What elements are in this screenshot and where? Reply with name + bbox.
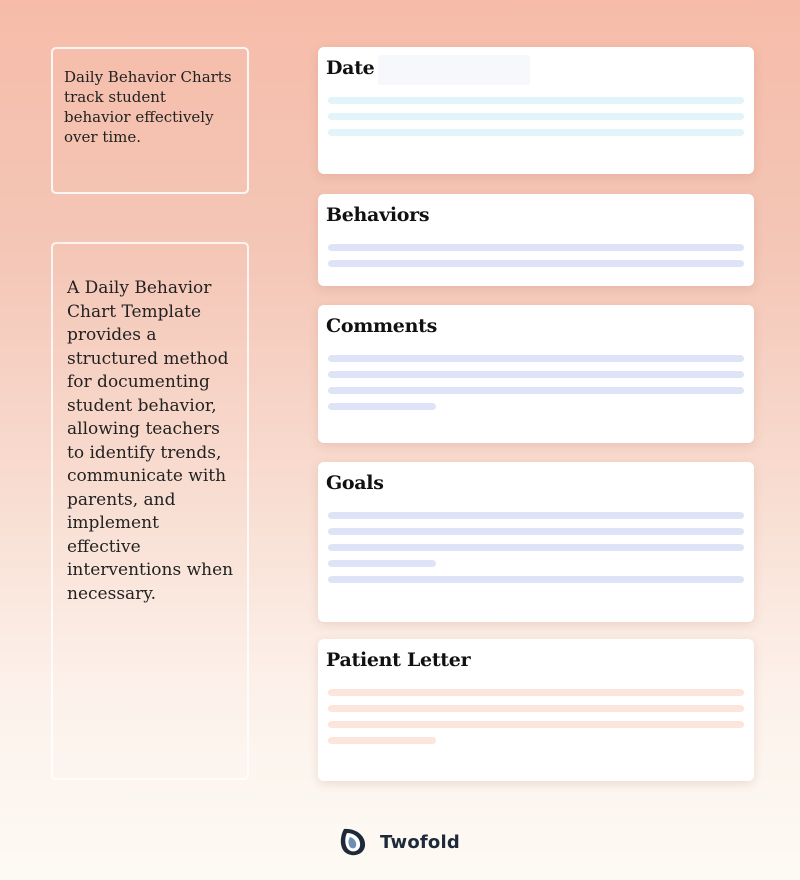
summary-text: Daily Behavior Charts track student behavior effectively over time.: [64, 68, 232, 146]
description-panel: [51, 242, 249, 780]
behaviors-section-title: Behaviors: [326, 204, 430, 226]
placeholder-line: [328, 387, 744, 394]
placeholder-line: [328, 512, 744, 519]
placeholder-line: [328, 560, 436, 567]
placeholder-line: [328, 355, 744, 362]
placeholder-line: [328, 689, 744, 696]
placeholder-line: [328, 260, 744, 267]
placeholder-line: [328, 129, 744, 136]
placeholder-line: [328, 528, 744, 535]
placeholder-line: [328, 113, 744, 120]
placeholder-line: [328, 737, 436, 744]
twofold-brand: [338, 826, 460, 858]
goals-section-title: Goals: [326, 472, 384, 494]
placeholder-line: [328, 705, 744, 712]
summary-panel: [51, 47, 249, 194]
date-section-card: [318, 47, 754, 174]
goals-section-card: [318, 462, 754, 622]
placeholder-line: [328, 576, 744, 583]
patient-letter-section-card: [318, 639, 754, 781]
patient-letter-section-title: Patient Letter: [326, 649, 471, 671]
title-highlight: [378, 55, 530, 85]
placeholder-line: [328, 721, 744, 728]
placeholder-line: [328, 244, 744, 251]
placeholder-line: [328, 544, 744, 551]
brand-name: Twofold: [380, 831, 460, 853]
behaviors-section-card: [318, 194, 754, 286]
placeholder-line: [328, 97, 744, 104]
comments-section-title: Comments: [326, 315, 437, 337]
description-text: A Daily Behavior Chart Template provides a structured method for documenting student behavior, allowing teachers to identify trends, communicate with parents, and implement effective interventions when necessary.: [67, 278, 234, 604]
comments-section-card: [318, 305, 754, 443]
placeholder-line: [328, 371, 744, 378]
date-section-title: Date: [326, 57, 375, 79]
placeholder-line: [328, 403, 436, 410]
twofold-logo-icon: [338, 826, 370, 858]
